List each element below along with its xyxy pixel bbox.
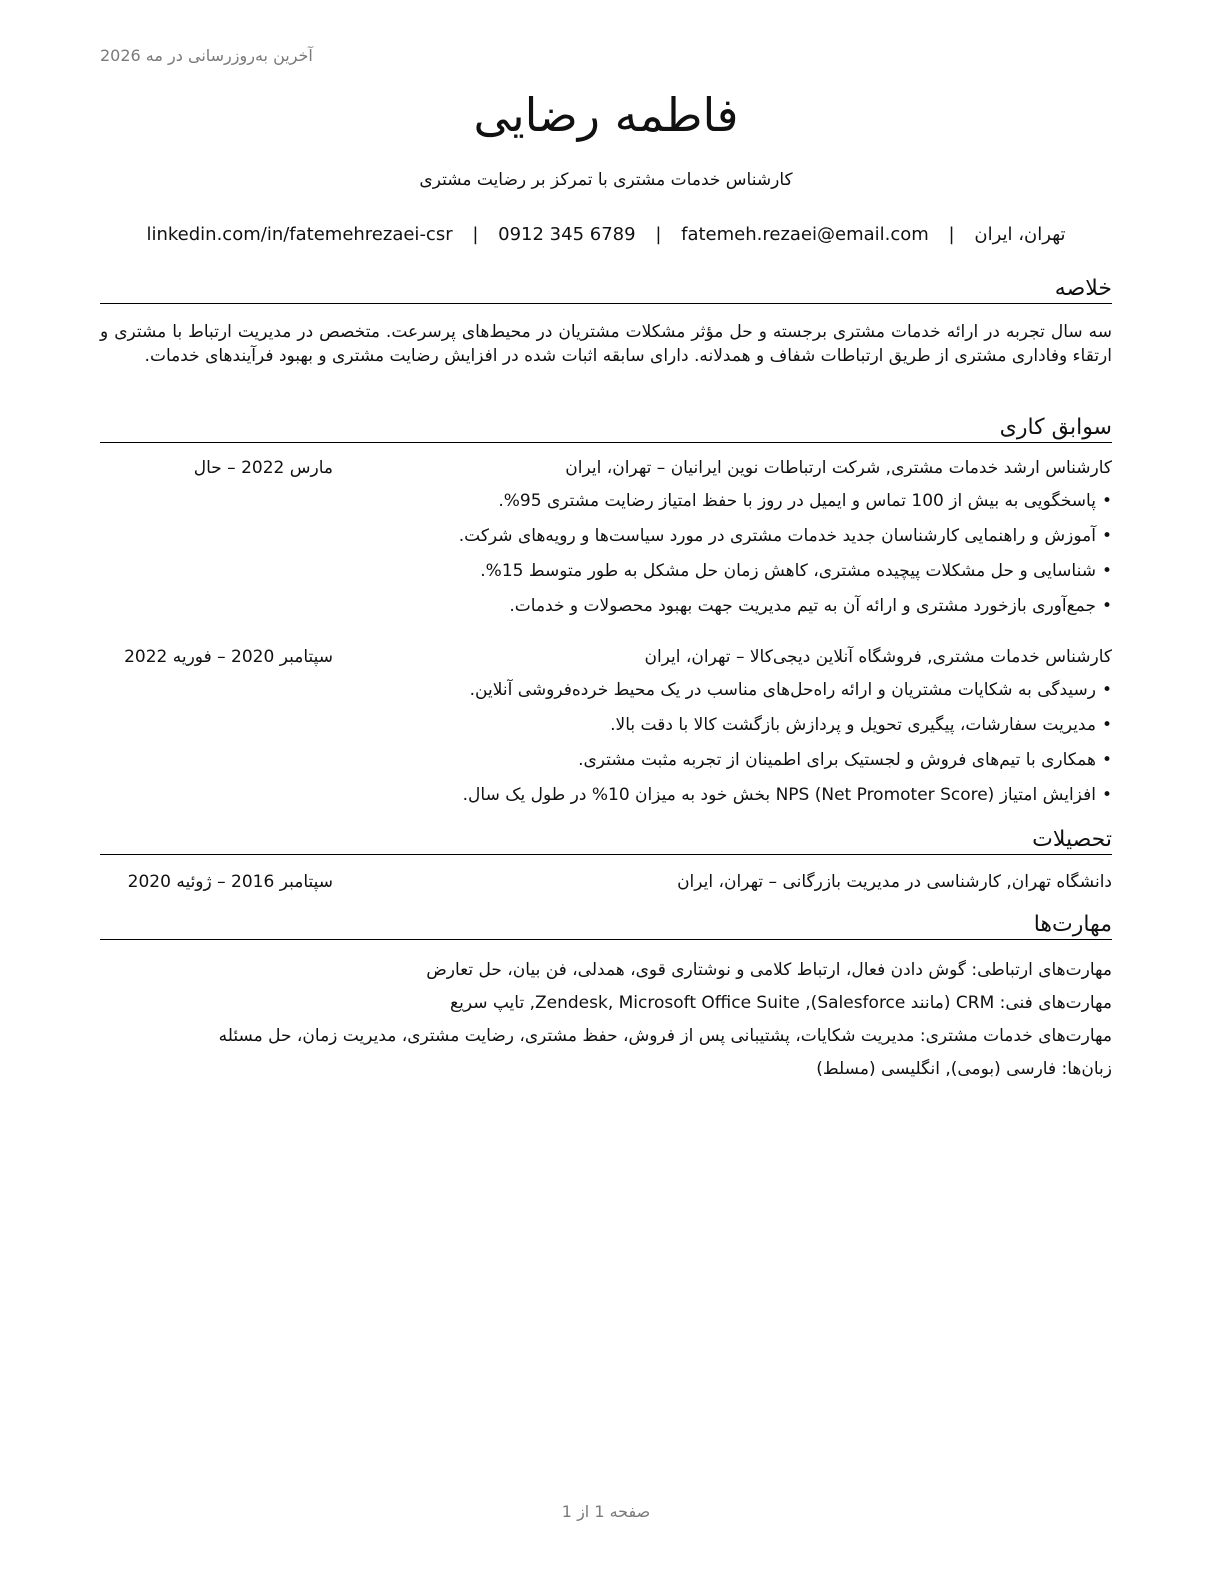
last-updated-text: آخرین به‌روزرسانی در مه 2026 [100, 46, 313, 65]
job-bullet: • مدیریت سفارشات، پیگیری تحویل و پردازش بازگشت کالا با دقت بالا. [100, 713, 1112, 748]
resume-page [100, 0, 1112, 1584]
page-number: صفحه 1 از 1 [561, 1502, 651, 1521]
job-entry [100, 647, 1112, 673]
job-dates: سپتامبر 2020 – فوریه 2022 [124, 647, 333, 667]
job-bullet: • پاسخگویی به بیش از 100 تماس و ایمیل در روز با حفظ امتیاز رضایت مشتری 95%. [100, 489, 1112, 524]
section-heading-experience: سوابق کاری [100, 415, 1112, 443]
section-heading-education: تحصیلات [100, 827, 1112, 855]
job-bullet: • افزایش امتیاز NPS (Net Promoter Score) بخش خود به میزان 10% در طول یک سال. [100, 783, 1112, 818]
skills-line: مهارت‌های ارتباطی: گوش دادن فعال، ارتباط کلامی و نوشتاری قوی، همدلی، فن بیان، حل تعارض [426, 960, 1112, 980]
contact-line [100, 224, 1112, 245]
job-bullet: • شناسایی و حل مشکلات پیچیده مشتری، کاهش زمان حل مشکل به طور متوسط 15%. [100, 559, 1112, 594]
skills-line: مهارت‌های خدمات مشتری: مدیریت شکایات، پشتیبانی پس از فروش، حفظ مشتری، رضایت مشتری، مدیریت زمان، حل مسئله [218, 1026, 1112, 1046]
section-heading-summary: خلاصه [100, 276, 1112, 304]
education-title: دانشگاه تهران, کارشناسی در مدیریت بازرگانی – تهران، ایران [677, 872, 1112, 892]
job-bullet: • همکاری با تیم‌های فروش و لجستیک برای اطمینان از تجربه مثبت مشتری. [100, 748, 1112, 783]
candidate-name: فاطمه رضایی [473, 88, 739, 142]
education-dates: سپتامبر 2016 – ژوئیه 2020 [127, 872, 333, 892]
education-entry [100, 872, 1112, 898]
contact-separator: | [948, 224, 955, 245]
job-bullet: • جمع‌آوری بازخورد مشتری و ارائه آن به تیم مدیریت جهت بهبود محصولات و خدمات. [100, 594, 1112, 629]
job-bullets [100, 489, 1112, 629]
section-heading-skills: مهارت‌ها [100, 912, 1112, 940]
summary-text: سه سال تجربه در ارائه خدمات مشتری برجسته و حل مؤثر مشکلات مشتریان در محیط‌های پرسرعت. متخصص در مدیریت ارتباط با مشتری و ارتقاء وفاداری مشتری از طریق ارتباطات شفاف و همدلانه. دارای سابقه اثبات شده در افزایش رضایت مشتری و بهبود فرآیندهای خدمات. [100, 322, 1112, 366]
job-title: کارشناس خدمات مشتری, فروشگاه آنلاین دیجی‌کالا – تهران، ایران [644, 647, 1112, 667]
job-bullets [100, 678, 1112, 818]
contact-separator: | [472, 224, 479, 245]
contact-linkedin[interactable]: linkedin.com/in/fatemehrezaei-csr [146, 224, 453, 245]
candidate-tagline: کارشناس خدمات مشتری با تمرکز بر رضایت مشتری [419, 170, 793, 190]
skills-line: زبان‌ها: فارسی (بومی), انگلیسی (مسلط) [816, 1059, 1112, 1079]
contact-location: تهران، ایران [974, 224, 1066, 245]
job-bullet: • رسیدگی به شکایات مشتریان و ارائه راه‌حل‌های مناسب در یک محیط خرده‌فروشی آنلاین. [100, 678, 1112, 713]
contact-email[interactable]: fatemeh.rezaei@email.com [681, 224, 929, 245]
job-entry [100, 458, 1112, 484]
job-bullet: • آموزش و راهنمایی کارشناسان جدید خدمات مشتری در مورد سیاست‌ها و رویه‌های شرکت. [100, 524, 1112, 559]
job-dates: مارس 2022 – حال [193, 458, 333, 478]
skills-line: مهارت‌های فنی: CRM (مانند Salesforce), Zendesk, Microsoft Office Suite, تایپ سریع [450, 993, 1112, 1013]
skills-list [100, 958, 1112, 1090]
contact-phone[interactable]: 0912 345 6789 [498, 224, 636, 245]
job-title: کارشناس ارشد خدمات مشتری, شرکت ارتباطات نوین ایرانیان – تهران، ایران [565, 458, 1112, 478]
contact-separator: | [655, 224, 662, 245]
